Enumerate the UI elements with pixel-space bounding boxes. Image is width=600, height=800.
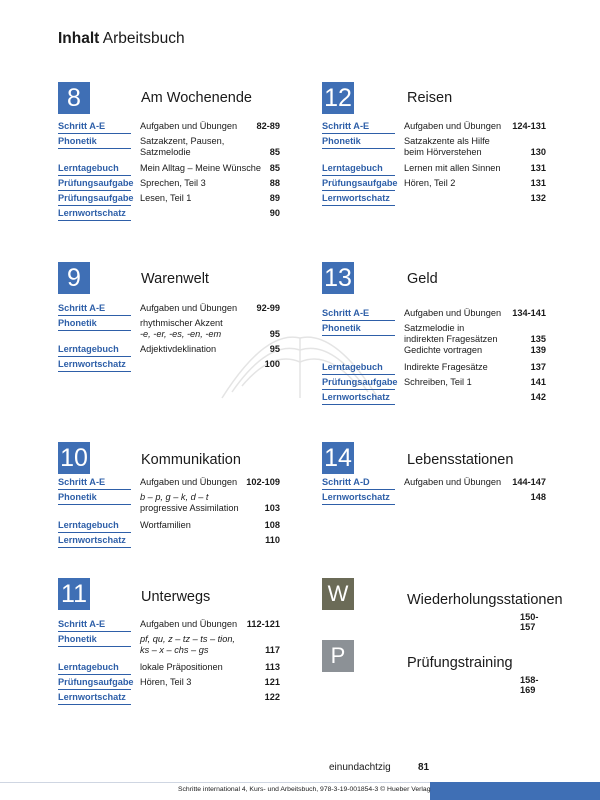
- toc-row-description-line: Hören, Teil 3: [140, 677, 192, 687]
- toc-row-page-line: 113: [265, 662, 280, 672]
- toc-row-page-line: 121: [264, 677, 280, 687]
- toc-row-description-line: Aufgaben und Übungen: [404, 121, 502, 131]
- toc-row: [58, 535, 328, 548]
- toc-row-page-line: 117: [265, 645, 280, 655]
- toc-row-page-line: 148: [530, 492, 546, 502]
- toc-row-description-line: Lesen, Teil 1: [140, 193, 192, 203]
- chapter-title: Warenwelt: [141, 271, 209, 287]
- toc-row-page-line: 85: [269, 147, 280, 157]
- toc-row-description-line: b – p, g – k, d – t: [140, 492, 209, 502]
- chapter-number-badge: 12: [322, 82, 354, 114]
- toc-row-description-line: Sprechen, Teil 3: [140, 178, 206, 188]
- toc-row-page-line: [506, 136, 546, 147]
- toc-row-page-line: 144-147: [512, 477, 546, 487]
- toc-row-label-link[interactable]: Lernwortschatz: [58, 692, 131, 705]
- toc-row-page-line: 124-131: [512, 121, 546, 131]
- toc-row-label-link[interactable]: Prüfungsaufgabe: [322, 377, 395, 390]
- footer-credit: Schritte international 4, Kurs- und Arbeitsbuch, 978-3-19-001854-3 © Hueber Verlag: [178, 786, 431, 793]
- toc-row-page: [240, 359, 280, 370]
- toc-row-page-line: [240, 634, 280, 645]
- toc-row-description-line: Aufgaben und Übungen: [140, 121, 238, 131]
- toc-row-page-line: 82-89: [256, 121, 280, 131]
- toc-row-description-line: Satzakzente als Hilfe: [404, 136, 490, 146]
- footer-page-word: einundachtzig: [329, 762, 391, 773]
- toc-row-label-link[interactable]: Prüfungsaufgabe: [58, 193, 131, 206]
- toc-row-page: [506, 362, 546, 373]
- toc-row-label-link[interactable]: Lerntagebuch: [58, 520, 131, 533]
- chapter-title: Am Wochenende: [141, 90, 252, 106]
- toc-row: [322, 377, 592, 390]
- toc-row-page: [240, 619, 280, 630]
- toc-row-page-line: 132: [530, 193, 546, 203]
- toc-row-label-link[interactable]: Phonetik: [322, 136, 395, 149]
- footer-accent-bar: [430, 782, 600, 800]
- toc-row-page-line: 95: [269, 329, 280, 339]
- toc-row: [322, 121, 592, 134]
- p-badge: P: [322, 640, 354, 672]
- toc-row-page: [506, 492, 546, 503]
- chapter-title: Kommunikation: [141, 452, 241, 468]
- toc-row-label-link[interactable]: Prüfungsaufgabe: [58, 677, 131, 690]
- toc-row: [58, 619, 328, 632]
- toc-row-label-link[interactable]: Lerntagebuch: [58, 344, 131, 357]
- toc-row-description-line: Indirekte Fragesätze: [404, 362, 488, 372]
- toc-row-page-line: 130: [530, 147, 546, 157]
- toc-row-label-link[interactable]: Phonetik: [58, 634, 131, 647]
- toc-row: [322, 362, 592, 375]
- toc-row-page: [506, 136, 546, 158]
- chapter-number-badge: 11: [58, 578, 90, 610]
- toc-row-page: [240, 136, 280, 158]
- toc-row-label-link[interactable]: Schritt A-E: [58, 477, 131, 490]
- toc-row-description-line: pf, qu, z – tz – ts – tion,: [140, 634, 235, 644]
- toc-row-description-line: Satzakzent, Pausen,: [140, 136, 225, 146]
- toc-row-page: [240, 535, 280, 546]
- chapter-title: Prüfungstraining: [407, 655, 513, 671]
- toc-row-page-line: 137: [530, 362, 546, 372]
- toc-row-page: [240, 303, 280, 314]
- toc-row-description-line: ks – x – chs – gs: [140, 645, 209, 655]
- toc-row-page-line: 141: [530, 377, 546, 387]
- toc-row: [58, 662, 328, 675]
- toc-row-page-line: [506, 323, 546, 334]
- toc-row-label-link[interactable]: Phonetik: [322, 323, 395, 336]
- toc-row-page-line: 92-99: [256, 303, 280, 313]
- toc-row-page-line: [240, 318, 280, 329]
- toc-row-label-link[interactable]: Phonetik: [58, 492, 131, 505]
- toc-row-description-line: Adjektivdeklination: [140, 344, 217, 354]
- footer-divider: [0, 782, 430, 783]
- toc-row-label-link[interactable]: Lernwortschatz: [58, 359, 131, 372]
- toc-row-page-line: [240, 136, 280, 147]
- toc-row-label-link[interactable]: Schritt A-D: [322, 477, 395, 490]
- toc-row: [58, 178, 328, 191]
- toc-row-page: [240, 634, 280, 656]
- toc-row: [322, 323, 592, 358]
- chapter-title: Wiederholungsstationen: [407, 592, 563, 608]
- toc-row-page-line: 131: [530, 163, 546, 173]
- toc-row-label-link[interactable]: Lernwortschatz: [322, 492, 395, 505]
- toc-row-page: [506, 323, 546, 356]
- toc-row: [58, 208, 328, 221]
- chapter-title: Geld: [407, 271, 438, 287]
- toc-row-page: [506, 392, 546, 403]
- chapter-title: Lebensstationen: [407, 452, 514, 468]
- toc-row-label-link[interactable]: Lerntagebuch: [58, 662, 131, 675]
- toc-row-page-line: 135: [530, 334, 546, 344]
- toc-row: [322, 477, 592, 490]
- toc-row-page-line: 85: [269, 163, 280, 173]
- toc-row-label-link[interactable]: Schritt A-E: [58, 121, 131, 134]
- toc-row-label-link[interactable]: Lernwortschatz: [322, 193, 395, 206]
- toc-row-page-line: 122: [264, 692, 280, 702]
- toc-row-label-link[interactable]: Prüfungsaufgabe: [322, 178, 395, 191]
- toc-row-page-line: 142: [530, 392, 546, 402]
- toc-row-page-line: 95: [269, 344, 280, 354]
- chapter-number-badge: 13: [322, 262, 354, 294]
- toc-row-description-line: Mein Alltag – Meine Wünsche: [140, 163, 262, 173]
- toc-row-label-link[interactable]: Schritt A-E: [322, 308, 395, 321]
- toc-row-label-link[interactable]: Phonetik: [58, 136, 131, 149]
- toc-row-description-line: progressive Assimilation: [140, 503, 239, 513]
- toc-row: [58, 318, 328, 342]
- page-range: 158-169: [520, 675, 539, 695]
- toc-row-page: [240, 178, 280, 189]
- toc-row: [58, 136, 328, 160]
- toc-row-label-link[interactable]: Lerntagebuch: [322, 163, 395, 176]
- toc-row-page: [506, 477, 546, 488]
- toc-row: [322, 492, 592, 505]
- toc-row-page: [240, 677, 280, 688]
- toc-row-page-line: 112-121: [246, 619, 280, 629]
- chapter-title: Unterwegs: [141, 589, 211, 605]
- toc-row-page: [240, 193, 280, 204]
- toc-row-page: [240, 163, 280, 174]
- toc-row-label-link[interactable]: Lernwortschatz: [322, 392, 395, 405]
- page-range: 150-157: [520, 612, 539, 632]
- toc-row: [58, 344, 328, 357]
- toc-row-description-line: Gedichte vortragen: [404, 345, 483, 355]
- toc-row-page: [240, 318, 280, 340]
- toc-row: [322, 392, 592, 405]
- toc-row: [58, 163, 328, 176]
- toc-row-description-line: indirekten Fragesätzen: [404, 334, 498, 344]
- toc-row-label-link[interactable]: Phonetik: [58, 318, 131, 331]
- toc-row-page: [506, 308, 546, 319]
- toc-row-description-line: Aufgaben und Übungen: [404, 477, 502, 487]
- toc-row-page: [240, 520, 280, 531]
- toc-row-description-line: Lernen mit allen Sinnen: [404, 163, 501, 173]
- toc-row-label-link[interactable]: Lerntagebuch: [58, 163, 131, 176]
- toc-row-label-link[interactable]: Schritt A-E: [322, 121, 395, 134]
- toc-row-description-line: Aufgaben und Übungen: [140, 303, 238, 313]
- page-title: [58, 30, 185, 48]
- toc-row: [322, 178, 592, 191]
- chapter-number-badge: 9: [58, 262, 90, 294]
- toc-row-page-line: 90: [269, 208, 280, 218]
- toc-row: [58, 492, 328, 516]
- toc-row-page: [240, 662, 280, 673]
- toc-row: [58, 677, 328, 690]
- toc-row-description-line: lokale Präpositionen: [140, 662, 223, 672]
- toc-row: [58, 359, 328, 372]
- toc-row-description-line: Wortfamilien: [140, 520, 191, 530]
- chapter-title: Reisen: [407, 90, 453, 106]
- toc-row-description-line: Satzmelodie: [140, 147, 191, 157]
- toc-row-page: [506, 377, 546, 388]
- toc-row-description-line: Aufgaben und Übungen: [404, 308, 502, 318]
- toc-row-page-line: 88: [269, 178, 280, 188]
- chapter-number-badge: 8: [58, 82, 90, 114]
- toc-row-page-line: 131: [530, 178, 546, 188]
- toc-row: [58, 520, 328, 533]
- toc-row-description-line: -e, -er, -es, -en, -em: [140, 329, 222, 339]
- toc-row-label-link[interactable]: Schritt A-E: [58, 303, 131, 316]
- toc-row: [322, 308, 592, 321]
- toc-row: [322, 136, 592, 160]
- toc-row: [58, 692, 328, 705]
- toc-row-page-line: [240, 492, 280, 503]
- w-badge: W: [322, 578, 354, 610]
- footer-page-number: 81: [418, 762, 430, 773]
- chapter-number-badge: 14: [322, 442, 354, 474]
- toc-row-page: [506, 163, 546, 174]
- toc-row: [322, 193, 592, 206]
- toc-row-label-link[interactable]: Lerntagebuch: [322, 362, 395, 375]
- page-title-rest: Arbeitsbuch: [102, 30, 185, 47]
- page-title-bold: Inhalt: [58, 30, 100, 47]
- toc-row-page-line: 100: [264, 359, 280, 369]
- toc-row-page: [240, 208, 280, 219]
- toc-row-page: [240, 344, 280, 355]
- toc-row-page: [506, 178, 546, 189]
- toc-row-page: [506, 121, 546, 132]
- toc-row-page-line: 108: [264, 520, 280, 530]
- toc-row-page: [240, 492, 280, 514]
- toc-row: [58, 303, 328, 316]
- toc-row-page-line: 103: [264, 503, 280, 513]
- toc-row: [58, 193, 328, 206]
- toc-row-page-line: 102-109: [246, 477, 280, 487]
- toc-row-page-line: 89: [269, 193, 280, 203]
- toc-row-description-line: Satzmelodie in: [404, 323, 465, 333]
- toc-row-page-line: 139: [530, 345, 546, 355]
- toc-row-page: [240, 477, 280, 488]
- toc-row-label-link[interactable]: Lernwortschatz: [58, 208, 131, 221]
- toc-row-label-link[interactable]: Schritt A-E: [58, 619, 131, 632]
- chapter-number-badge: 10: [58, 442, 90, 474]
- toc-row-label-link[interactable]: Lernwortschatz: [58, 535, 131, 548]
- toc-row-description-line: Hören, Teil 2: [404, 178, 456, 188]
- toc-row-description-line: rhythmischer Akzent: [140, 318, 223, 328]
- toc-row: [58, 634, 328, 658]
- toc-row-page-line: 110: [265, 535, 280, 545]
- toc-row-page: [240, 121, 280, 132]
- toc-row: [58, 121, 328, 134]
- toc-row-label-link[interactable]: Prüfungsaufgabe: [58, 178, 131, 191]
- toc-row-description-line: Schreiben, Teil 1: [404, 377, 472, 387]
- toc-row: [322, 163, 592, 176]
- toc-row-page: [240, 692, 280, 703]
- toc-row-page-line: 134-141: [512, 308, 546, 318]
- toc-row: [58, 477, 328, 490]
- toc-row-description-line: Aufgaben und Übungen: [140, 619, 238, 629]
- toc-row-description-line: beim Hörverstehen: [404, 147, 482, 157]
- toc-row-description-line: Aufgaben und Übungen: [140, 477, 238, 487]
- toc-row-page: [506, 193, 546, 204]
